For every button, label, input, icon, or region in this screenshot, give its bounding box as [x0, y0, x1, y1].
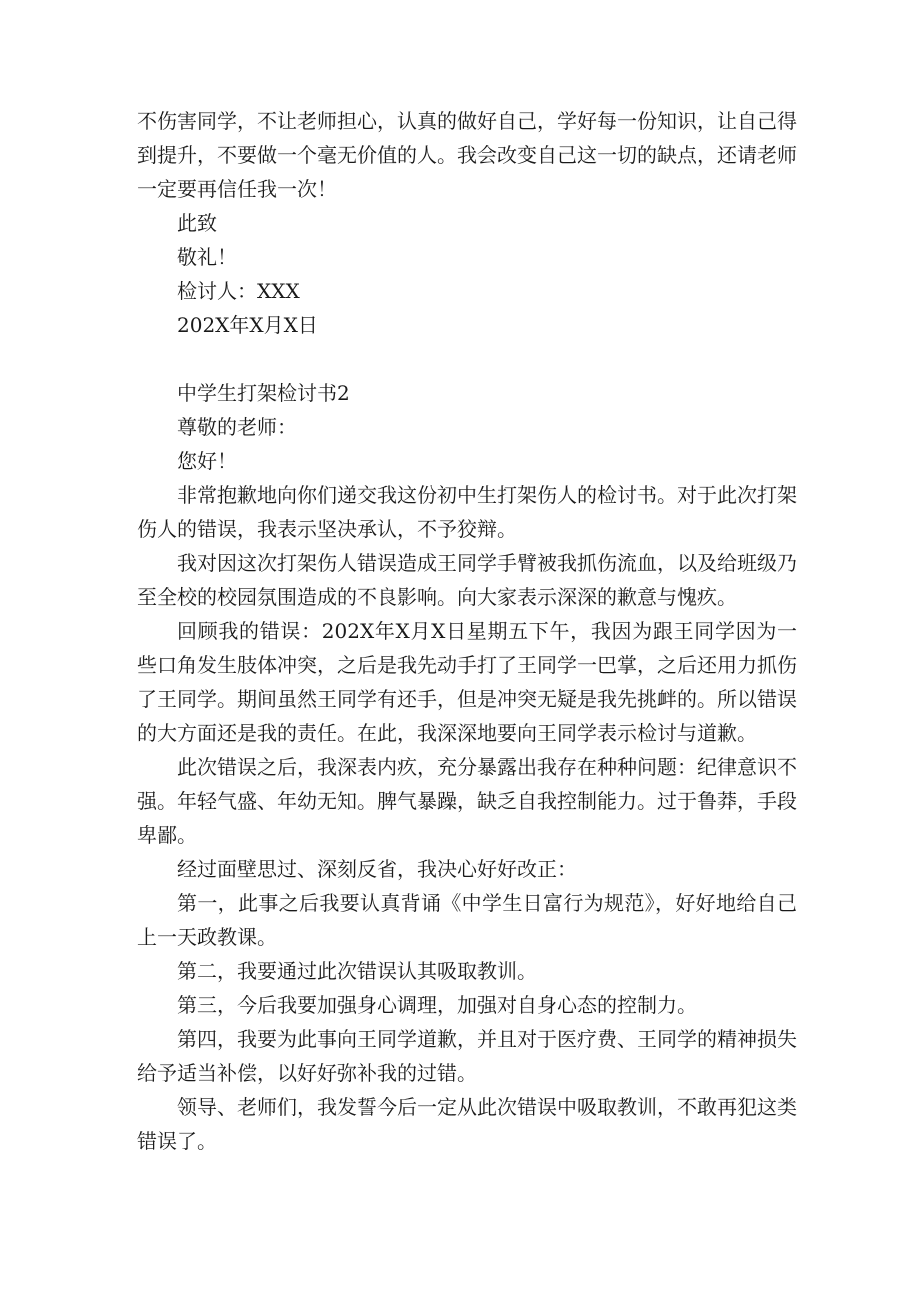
signer-line: 检讨人：XXX — [177, 279, 300, 303]
body-paragraph: 回顾我的错误：202X年X月X日星期五下午，我因为跟王同学因为一些口角发生肢体冲突，之后是我先动手打了王同学一巴掌，之后还用力抓伤了王同学。期间虽然王同学有还手，但是冲突无疑是我先挑衅的。所以错误的大方面还是我的责任。在此，我深深地要向王同学表示检讨与道歉。 — [137, 619, 797, 745]
body-paragraph: 经过面壁思过、深刻反省，我决心好好改正： — [177, 857, 577, 881]
section-gap — [137, 342, 797, 376]
body-paragraph: 第四，我要为此事向王同学道歉，并且对于医疗费、王同学的精神损失给予适当补偿，以好好弥补我的过错。 — [137, 1027, 797, 1085]
body-paragraph: 第一，此事之后我要认真背诵《中学生日富行为规范》，好好地给自己上一天政教课。 — [137, 891, 797, 949]
body-paragraph: 领导、老师们，我发誓今后一定从此次错误中吸取教训，不敢再犯这类错误了。 — [137, 1095, 797, 1153]
greeting-line: 您好！ — [177, 449, 237, 473]
body-paragraph: 此次错误之后，我深表内疚，充分暴露出我存在种种问题：纪律意识不强。年轻气盛、年幼无知。脾气暴躁，缺乏自我控制能力。过于鲁莽，手段卑鄙。 — [137, 755, 797, 847]
body-paragraph: 我对因这次打架伤人错误造成王同学手臂被我抓伤流血，以及给班级乃至全校的校园氛围造成的不良影响。向大家表示深深的歉意与愧疚。 — [137, 551, 797, 609]
salutation-line: 尊敬的老师： — [177, 415, 297, 439]
date-line: 202X年X月X日 — [177, 313, 318, 337]
closing-line-1: 此致 — [177, 211, 217, 235]
continuation-paragraph: 不伤害同学，不让老师担心，认真的做好自己，学好每一份知识，让自己得到提升，不要做一个毫无价值的人。我会改变自己这一切的缺点，还请老师一定要再信任我一次！ — [137, 109, 797, 201]
body-paragraph: 第二，我要通过此次错误认其吸取教训。 — [177, 959, 537, 983]
document-title: 中学生打架检讨书2 — [177, 381, 350, 405]
document-body — [137, 104, 797, 1158]
body-paragraph: 第三，今后我要加强身心调理，加强对自身心态的控制力。 — [177, 993, 697, 1017]
closing-line-2: 敬礼！ — [177, 245, 237, 269]
body-paragraph: 非常抱歉地向你们递交我这份初中生打架伤人的检讨书。对于此次打架伤人的错误，我表示坚决承认，不予狡辩。 — [137, 483, 797, 541]
